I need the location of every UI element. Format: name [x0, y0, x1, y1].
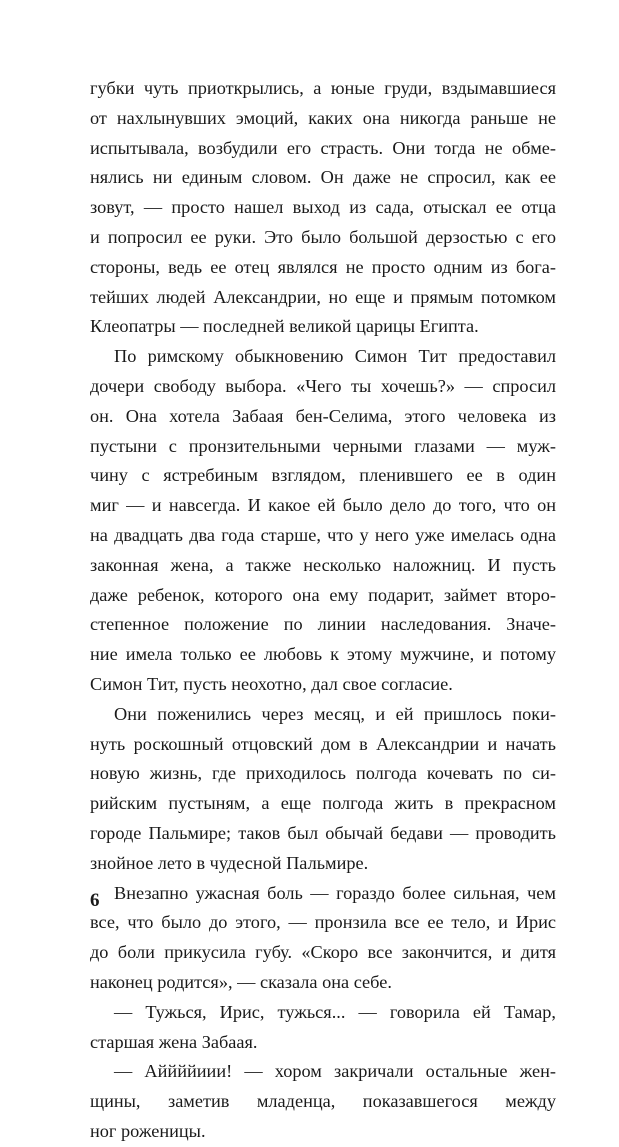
text-line: законная жена, а также несколько наложниц. И пусть: [90, 554, 556, 575]
text-line: степенное положение по линии наследования. Значе-: [90, 614, 556, 635]
text-line: стороны, ведь ее отец являлся не просто одним из бога-: [90, 256, 556, 277]
text-line: тейших людей Александрии, но еще и прямым потомком: [90, 286, 556, 307]
text-line: и попросил ее руки. Это было большой дерзостью с его: [90, 226, 556, 247]
text-line: наконец родится», — сказала она себе.: [90, 971, 392, 992]
text-line: старшая жена Забаая.: [90, 1031, 258, 1052]
text-line: рийским пустыням, а еще полгода жить в прекрасном: [90, 793, 556, 814]
text-line: ног роженицы.: [90, 1120, 206, 1141]
text-line: пустыни с пронзительными черными глазами — муж-: [90, 435, 556, 456]
text-line: все, что было до этого, — пронзила все ее тело, и Ирис: [90, 912, 556, 933]
text-line: городе Пальмире; таков был обычай бедави — проводить: [90, 822, 556, 843]
paragraph: [90, 998, 556, 1058]
page-number: 6: [90, 890, 100, 911]
text-line: нуть роскошный отцовский дом в Александрии и начать: [90, 733, 556, 754]
paragraph: [90, 879, 556, 998]
paragraph: [90, 1057, 556, 1146]
body-text: [90, 74, 556, 1147]
text-line: дочери свободу выбора. «Чего ты хочешь?» — спросил: [90, 375, 556, 396]
text-line: — Тужься, Ирис, тужься... — говорила ей Тамар,: [114, 1001, 556, 1022]
text-line: миг — и навсегда. И какое ей было дело до того, что он: [90, 495, 556, 516]
text-line: даже ребенок, которого она ему подарит, займет второ-: [90, 584, 556, 605]
text-line: нялись ни единым словом. Он даже не спросил, как ее: [90, 167, 556, 188]
text-line: знойное лето в чудесной Пальмире.: [90, 852, 369, 873]
text-line: Симон Тит, пусть неохотно, дал свое согласие.: [90, 673, 453, 694]
text-line: Они поженились через месяц, и ей пришлось поки-: [114, 703, 556, 724]
text-line: он. Она хотела Забаая бен-Селима, этого человека из: [90, 405, 556, 426]
text-line: зовут, — просто нашел выход из сада, отыскал ее отца: [90, 197, 556, 218]
text-line: новую жизнь, где приходилось полгода кочевать по си-: [90, 763, 556, 784]
paragraph: [90, 700, 556, 879]
text-line: до боли прикусила губу. «Скоро все закончится, и дитя: [90, 942, 556, 963]
text-line: испытывала, возбудили его страсть. Они тогда не обме-: [90, 137, 556, 158]
text-line: ние имела только ее любовь к этому мужчине, и потому: [90, 644, 556, 665]
text-line: губки чуть приоткрылись, а юные груди, вздымавшиеся: [90, 78, 556, 98]
text-line: щины, заметив младенца, показавшегося между: [90, 1091, 556, 1112]
text-line: — Аййййиии! — хором закричали остальные жен-: [114, 1061, 556, 1082]
text-line: от нахлынувших эмоций, каких она никогда раньше не: [90, 107, 556, 128]
text-line: По римскому обыкновению Симон Тит предоставил: [114, 346, 556, 367]
paragraph: [90, 74, 556, 342]
text-line: Клеопатры — последней великой царицы Египта.: [90, 316, 479, 337]
text-line: Внезапно ужасная боль — гораздо более сильная, чем: [114, 882, 556, 903]
paragraph: [90, 342, 556, 700]
text-line: на двадцать два года старше, что у него уже имелась одна: [90, 524, 556, 545]
text-line: чину с ястребиным взглядом, пленившего ее в один: [90, 465, 556, 486]
